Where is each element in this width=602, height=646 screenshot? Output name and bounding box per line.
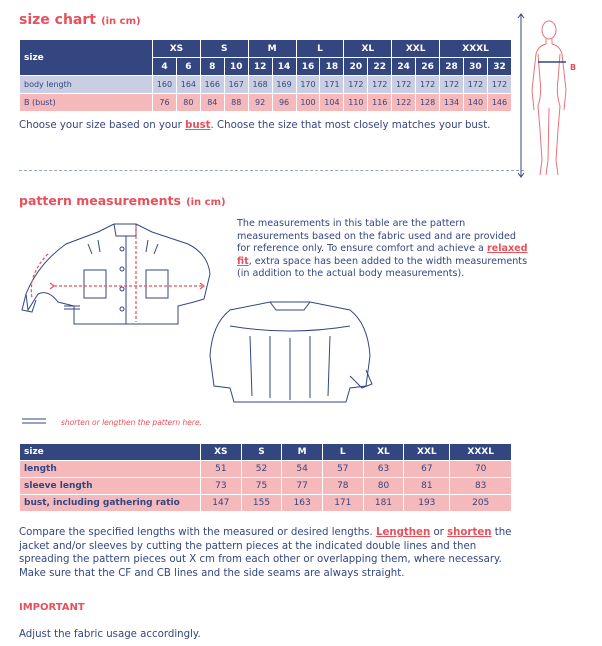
size-value: 104 bbox=[320, 94, 344, 112]
pattern-value: 163 bbox=[282, 495, 323, 512]
size-value: 166 bbox=[200, 76, 224, 94]
size-value: 172 bbox=[487, 76, 511, 94]
size-value: 172 bbox=[392, 76, 416, 94]
body-length-row bbox=[20, 76, 512, 94]
instructions-text-end: the jacket and/or sleeves by cutting the pattern pieces at the indicated double lines and then spreading the pattern pieces out X cm from each other or overlapping them, where necessary. Make sure that the CF and CB lines and the side seams are always straight. bbox=[19, 527, 512, 579]
size-value: 88 bbox=[224, 94, 248, 112]
bust-link[interactable]: bust bbox=[185, 120, 211, 131]
size-value: 172 bbox=[463, 76, 487, 94]
size-note bbox=[19, 120, 519, 131]
pattern-value: 51 bbox=[201, 461, 242, 478]
pattern-value: 171 bbox=[322, 495, 363, 512]
size-chart-unit: (in cm) bbox=[101, 16, 141, 27]
pattern-value: 205 bbox=[450, 495, 512, 512]
size-note-text: Choose your size based on your bbox=[19, 120, 186, 131]
pattern-desc-text: The measurements in this table are the pattern measurements based on the fabric used and are provided for reference only. To ensure comfort and achieve a bbox=[237, 218, 516, 254]
instructions bbox=[19, 526, 529, 580]
jacket-front-drawing bbox=[18, 214, 218, 329]
sub-size: 22 bbox=[368, 58, 392, 76]
bust-marker: B bbox=[570, 63, 577, 72]
size-value: 116 bbox=[368, 94, 392, 112]
pattern-value: 73 bbox=[201, 478, 242, 495]
pattern-value: 155 bbox=[241, 495, 282, 512]
sub-size: 28 bbox=[440, 58, 464, 76]
size-value: 172 bbox=[416, 76, 440, 94]
sub-size: 14 bbox=[272, 58, 296, 76]
pattern-row-label: sleeve length bbox=[20, 478, 201, 495]
size-value: 169 bbox=[272, 76, 296, 94]
pattern-heading bbox=[19, 190, 226, 209]
size-group: XXXL bbox=[440, 40, 512, 58]
pattern-header-cell: size bbox=[20, 444, 201, 461]
pattern-value: 77 bbox=[282, 478, 323, 495]
pattern-value: 54 bbox=[282, 461, 323, 478]
size-group: L bbox=[296, 40, 344, 58]
size-value: 172 bbox=[368, 76, 392, 94]
pattern-value: 67 bbox=[404, 461, 450, 478]
size-value: 172 bbox=[440, 76, 464, 94]
size-value: 168 bbox=[248, 76, 272, 94]
sub-size: 10 bbox=[224, 58, 248, 76]
important-text: Adjust the fabric usage accordingly. bbox=[19, 629, 201, 640]
pattern-row bbox=[20, 478, 512, 495]
size-group: M bbox=[248, 40, 296, 58]
sub-size: 12 bbox=[248, 58, 272, 76]
pattern-value: 70 bbox=[450, 461, 512, 478]
pattern-table bbox=[19, 443, 512, 512]
pattern-unit: (in cm) bbox=[186, 197, 226, 208]
sub-size: 26 bbox=[416, 58, 440, 76]
pattern-header-cell: XL bbox=[363, 444, 404, 461]
body-figure bbox=[516, 10, 602, 182]
size-chart-heading bbox=[19, 9, 141, 28]
pattern-header-cell: L bbox=[322, 444, 363, 461]
pattern-header-cell: S bbox=[241, 444, 282, 461]
instructions-text: Compare the specified lengths with the measured or desired lengths. bbox=[19, 527, 376, 538]
size-chart-title: size chart bbox=[19, 12, 96, 28]
size-group: XL bbox=[344, 40, 392, 58]
relaxed-fit-link[interactable]: relaxed fit bbox=[237, 243, 528, 267]
size-value: 128 bbox=[416, 94, 440, 112]
size-value: 76 bbox=[153, 94, 177, 112]
size-header-label: size bbox=[20, 40, 153, 76]
pattern-value: 83 bbox=[450, 478, 512, 495]
pattern-header-cell: M bbox=[282, 444, 323, 461]
size-value: 100 bbox=[296, 94, 320, 112]
instructions-text-mid: or bbox=[430, 527, 448, 538]
pattern-row-label: length bbox=[20, 461, 201, 478]
figure-outline bbox=[532, 21, 566, 175]
bust-row bbox=[20, 94, 512, 112]
pattern-header-cell: XS bbox=[201, 444, 242, 461]
jacket-back-drawing bbox=[190, 296, 390, 411]
size-value: 167 bbox=[224, 76, 248, 94]
pattern-value: 147 bbox=[201, 495, 242, 512]
pattern-header-cell: XXL bbox=[404, 444, 450, 461]
size-value: 134 bbox=[440, 94, 464, 112]
sub-size: 18 bbox=[320, 58, 344, 76]
pattern-value: 75 bbox=[241, 478, 282, 495]
size-value: 122 bbox=[392, 94, 416, 112]
row-label: B (bust) bbox=[20, 94, 153, 112]
size-value: 92 bbox=[248, 94, 272, 112]
sub-size: 16 bbox=[296, 58, 320, 76]
pattern-header-cell: XXXL bbox=[450, 444, 512, 461]
size-group: S bbox=[200, 40, 248, 58]
pattern-value: 193 bbox=[404, 495, 450, 512]
row-label: body length bbox=[20, 76, 153, 94]
sub-size: 32 bbox=[487, 58, 511, 76]
sub-size: 20 bbox=[344, 58, 368, 76]
legend-text: shorten or lengthen the pattern here. bbox=[61, 418, 202, 427]
size-value: 96 bbox=[272, 94, 296, 112]
pattern-title: pattern measurements bbox=[19, 193, 181, 208]
pattern-value: 181 bbox=[363, 495, 404, 512]
sub-size: 4 bbox=[153, 58, 177, 76]
important-heading: IMPORTANT bbox=[19, 602, 85, 613]
pattern-row bbox=[20, 461, 512, 478]
pattern-description bbox=[237, 218, 529, 281]
sub-size: 30 bbox=[463, 58, 487, 76]
size-group: XS bbox=[153, 40, 201, 58]
size-value: 140 bbox=[463, 94, 487, 112]
size-note-text-end: . Choose the size that most closely matches your bust. bbox=[210, 120, 491, 131]
pattern-value: 57 bbox=[322, 461, 363, 478]
pattern-value: 52 bbox=[241, 461, 282, 478]
size-group: XXL bbox=[392, 40, 440, 58]
shorten-link[interactable]: shorten bbox=[447, 527, 492, 538]
size-value: 146 bbox=[487, 94, 511, 112]
lengthen-link[interactable]: Lengthen bbox=[375, 527, 431, 538]
size-value: 160 bbox=[153, 76, 177, 94]
pattern-value: 63 bbox=[363, 461, 404, 478]
pattern-value: 81 bbox=[404, 478, 450, 495]
size-value: 110 bbox=[344, 94, 368, 112]
size-value: 171 bbox=[320, 76, 344, 94]
sub-size: 6 bbox=[176, 58, 200, 76]
sub-size: 8 bbox=[200, 58, 224, 76]
size-value: 170 bbox=[296, 76, 320, 94]
divider bbox=[19, 170, 524, 171]
pattern-row-label: bust, including gathering ratio bbox=[20, 495, 201, 512]
size-value: 164 bbox=[176, 76, 200, 94]
sub-size: 24 bbox=[392, 58, 416, 76]
size-value: 84 bbox=[200, 94, 224, 112]
pattern-value: 78 bbox=[322, 478, 363, 495]
pattern-row bbox=[20, 495, 512, 512]
pattern-value: 80 bbox=[363, 478, 404, 495]
pattern-header-row bbox=[20, 444, 512, 461]
size-value: 80 bbox=[176, 94, 200, 112]
pattern-desc-text-end: , extra space has been added to the width measurements (in addition to the actual body measurements). bbox=[237, 255, 528, 279]
size-chart-table bbox=[19, 39, 512, 112]
double-line-legend-icon bbox=[20, 417, 50, 427]
size-value: 172 bbox=[344, 76, 368, 94]
